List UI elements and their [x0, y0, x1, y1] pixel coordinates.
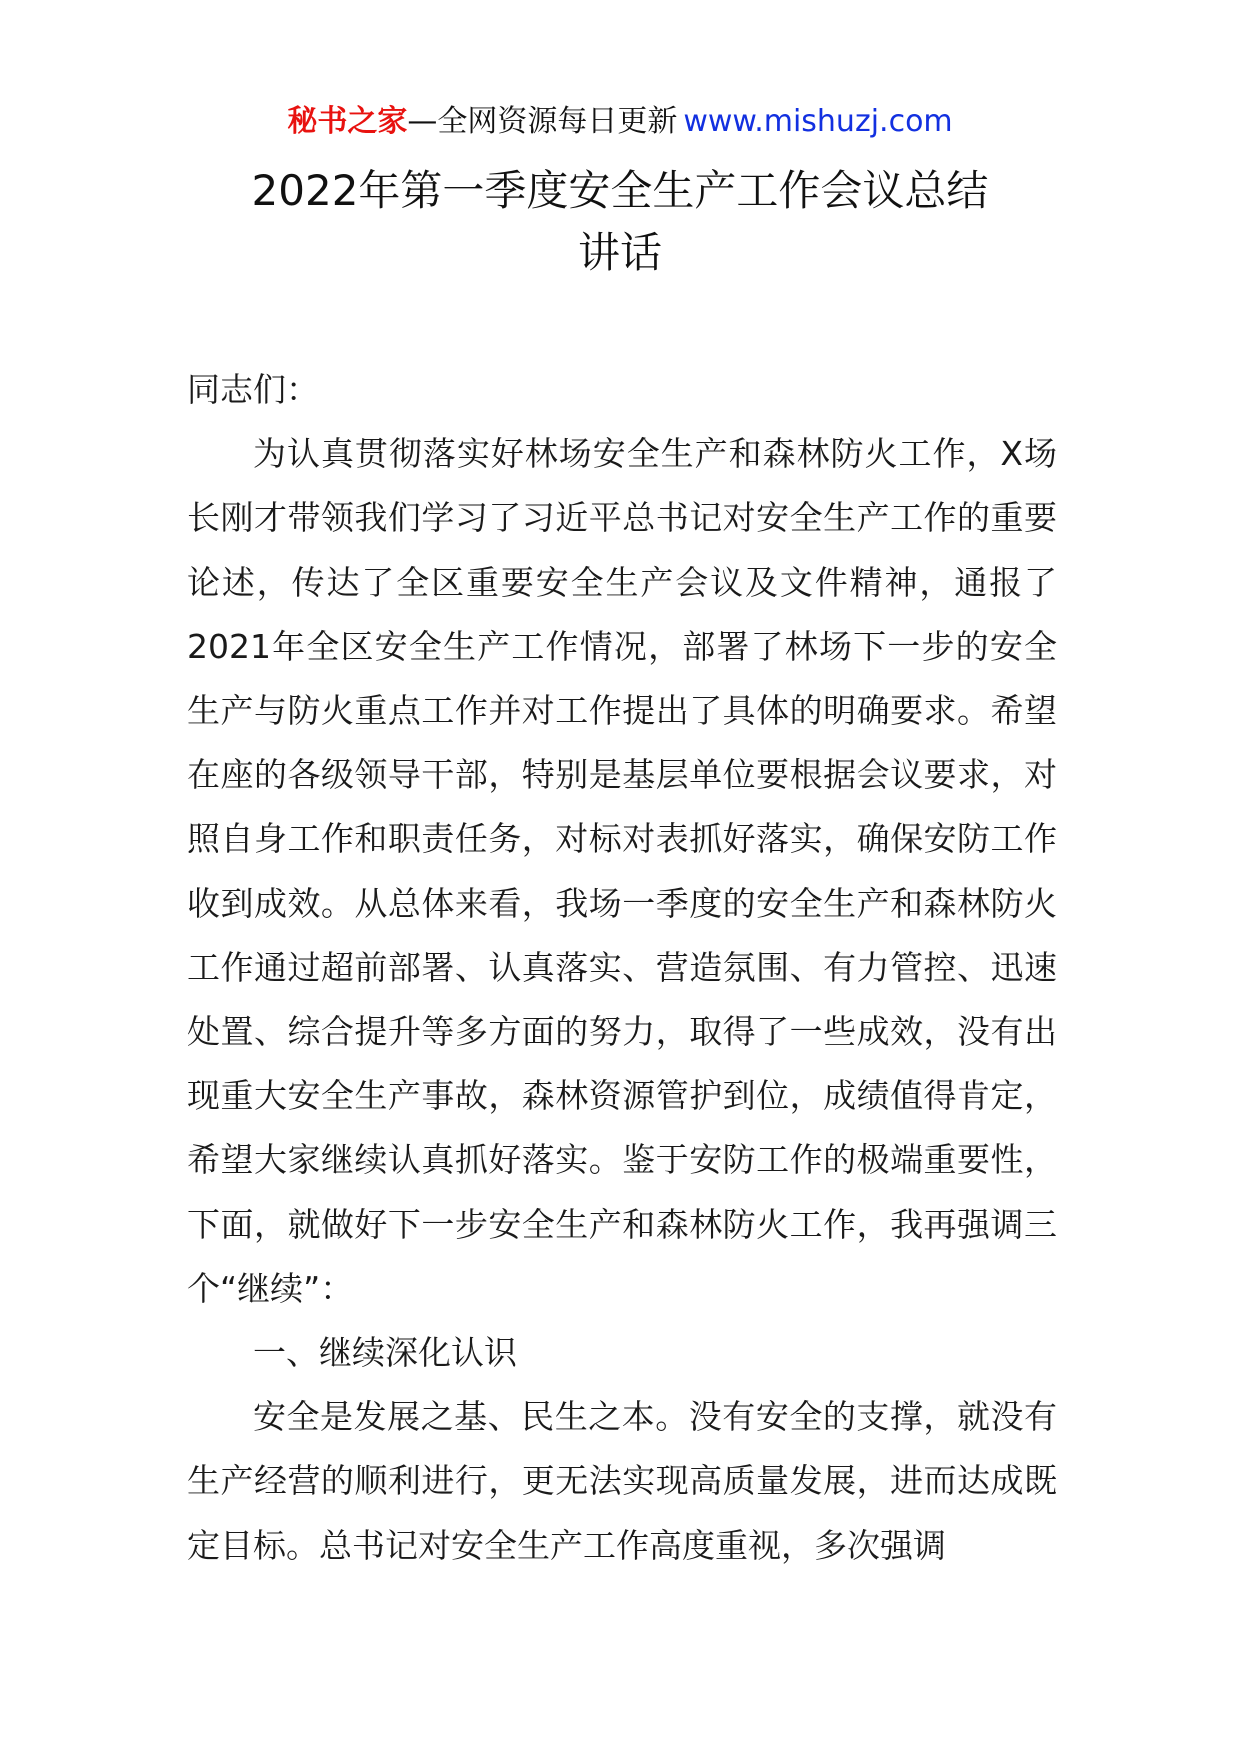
- section-heading-1: 一、继续深化认识: [253, 1333, 517, 1373]
- document-body: [187, 358, 1057, 1578]
- document-title: [160, 160, 1080, 284]
- brand-name: 秘书之家: [287, 104, 408, 139]
- body-paragraph-1: 为认真贯彻落实好林场安全生产和森林防火工作，X场长刚才带领我们学习了习近平总书记对安全生产工作的重要论述，传达了全区重要安全生产会议及文件精神，通报了2021年全区安全生产工作情况，部署了林场下一步的安全生产与防火重点工作并对工作提出了具体的明确要求。希望在座的各级领导干部，特别是基层单位要根据会议要求，对照自身工作和职责任务，对标对表抓好落实，确保安防工作收到成效。从总体来看，我场一季度的安全生产和森林防火工作通过超前部署、认真落实、营造氛围、有力管控、迅速处置、综合提升等多方面的努力，取得了一些成效，没有出现重大安全生产事故，森林资源管护到位，成绩值得肯定，希望大家继续认真抓好落实。鉴于安防工作的极端重要性，下面，就做好下一步安全生产和森林防火工作，我再强调三个“继续”：: [187, 434, 1057, 1308]
- document-title-line-2: 讲话: [577, 228, 662, 277]
- document-title-line-1: 2022年第一季度安全生产工作会议总结: [251, 166, 989, 215]
- body-paragraph-2: 安全是发展之基、民生之本。没有安全的支撑，就没有生产经营的顺利进行，更无法实现高质量发展，进而达成既定目标。总书记对安全生产工作高度重视，多次强调: [187, 1397, 1057, 1565]
- site-header: [0, 100, 1240, 144]
- salutation: 同志们：: [187, 370, 319, 409]
- header-slogan: —全网资源每日更新: [407, 104, 678, 139]
- site-url-link[interactable]: www.mishuzj.com: [683, 104, 953, 139]
